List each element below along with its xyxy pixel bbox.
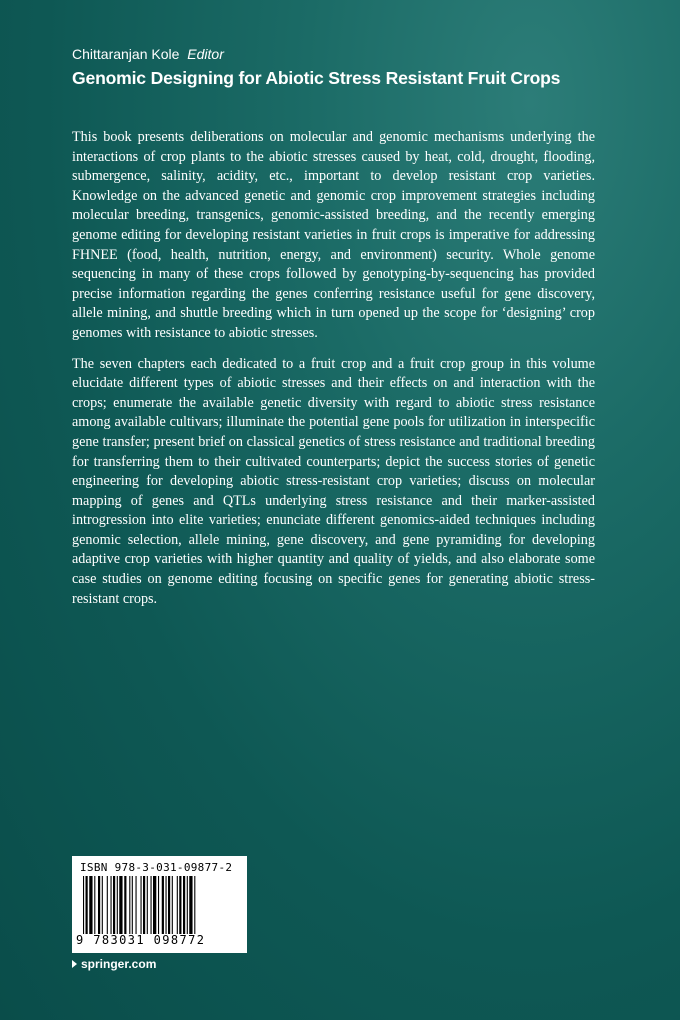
book-title: Genomic Designing for Abiotic Stress Resistant Fruit Crops	[72, 68, 561, 88]
barcode-bar	[102, 876, 103, 934]
barcode-bar	[179, 876, 181, 934]
arrow-right-icon	[72, 960, 77, 968]
barcode-bar	[113, 876, 115, 934]
blurb-paragraph: This book presents deliberations on molecular and genomic mechanisms underlying the interactions of crop plants to the abiotic stresses caused by heat, cold, drought, flooding, submergence, salinity, acidity, etc., important to develop resistant crop varieties. Knowledge on the advanced genetic and genomic crop improvement strategies including molecular breeding, transgenics, genomic-assisted breeding, and the recently emerging genome editing for developing resistant varieties in fruit crops is imperative for addressing FHNEE (food, health, nutrition, energy, and environment) security. Whole genome sequencing in many of these crops followed by genotyping-by-sequencing has provided precise information regarding the genes conferring resistance useful for gene discovery, allele mining, and shuttle breeding which in turn opened up the scope for ‘designing’ crop genomes with resistance to abiotic stresses.	[72, 129, 595, 341]
editor-name: Chittaranjan Kole	[72, 46, 180, 62]
barcode-bar	[162, 876, 164, 934]
blurb	[72, 128, 595, 620]
barcode-bar	[143, 876, 145, 934]
barcode-bar	[94, 876, 95, 934]
barcode-bar	[177, 876, 178, 934]
barcode-bar	[147, 876, 148, 934]
barcode-icon	[80, 876, 239, 934]
publisher-link[interactable]	[72, 957, 156, 971]
publisher-url[interactable]: springer.com	[81, 957, 157, 971]
barcode-bar	[111, 876, 112, 934]
barcode-bar	[136, 876, 137, 934]
barcode-bar	[132, 876, 133, 934]
isbn-label: ISBN 978-3-031-09877-2	[80, 861, 233, 874]
editor-role: Editor	[187, 46, 224, 62]
barcode-bar	[166, 876, 167, 934]
barcode-bar	[187, 876, 188, 934]
barcode-bar	[153, 876, 156, 934]
barcode-bar	[98, 876, 100, 934]
barcode-bar	[89, 876, 92, 934]
barcode-bar	[168, 876, 170, 934]
barcode-bar	[183, 876, 185, 934]
barcode-bar	[83, 876, 84, 934]
barcode-digits: 9 783031 098772	[76, 933, 206, 947]
barcode-bar	[194, 876, 195, 934]
barcode-bar	[117, 876, 118, 934]
barcode-bar	[124, 876, 126, 934]
barcode-bar	[172, 876, 173, 934]
barcode-bar	[141, 876, 142, 934]
blurb-paragraph: The seven chapters each dedicated to a fruit crop and a fruit crop group in this volume elucidate different types of abiotic stresses and their effects on and interaction with the crops; enumerate the available genetic diversity with regard to abiotic stress resistance among available cultivars; illuminate the potential gene pools for utilization in interspecific gene transfer; present brief on classical genetics of stress resistance and traditional breeding for transferring them to their cultivated counterparts; depict the success stories of genetic engineering for developing abiotic stress-resistant crop varieties; discuss on molecular mapping of genes and QTLs underlying stress resistance and their marker-assisted introgression into elite varieties; enunciate different genomics-aided techniques including genomic selection, allele mining, gene discovery, and gene pyramiding for developing adaptive crop varieties with higher quantity and quality of yields, and also elaborate some case studies on genome editing focusing on specific genes for generating abiotic stress-resistant crops.	[72, 355, 595, 607]
editor-line	[72, 46, 224, 62]
barcode-bar	[86, 876, 88, 934]
barcode-bar	[158, 876, 159, 934]
barcode-box	[72, 856, 247, 953]
barcode-bar	[107, 876, 108, 934]
barcode-bar	[189, 876, 192, 934]
barcode-bar	[151, 876, 152, 934]
barcode-bar	[119, 876, 122, 934]
barcode-bar	[129, 876, 130, 934]
